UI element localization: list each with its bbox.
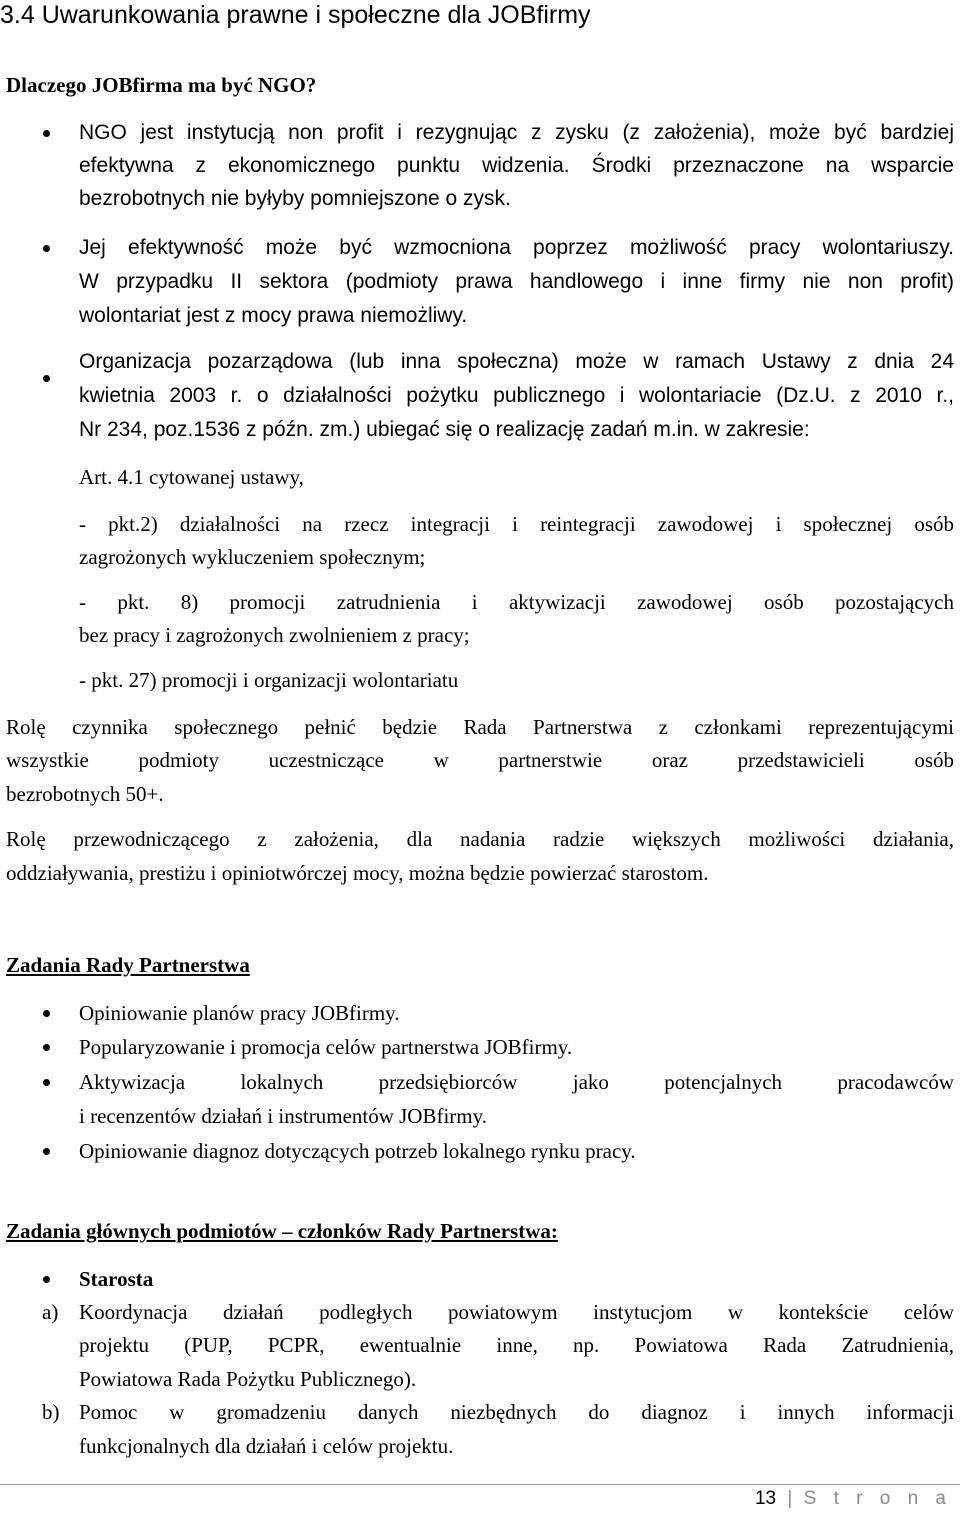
- ngo-bullet-3-line-3: Nr 234, poz.1536 z późn. zm.) ubiegać się o realizację zadań m.in. w zakresie:: [79, 418, 810, 441]
- task-2: Popularyzowanie i promocja celów partnerstwa JOBfirmy.: [79, 1035, 573, 1059]
- bullet-dot-icon: [43, 245, 50, 252]
- members-heading: Zadania głównych podmiotów – członków Rady Partnerstwa:: [6, 1219, 558, 1243]
- para-2-line-1: Rolę przewodniczącego z założenia, dla nadania radzie większych możliwości działania,: [6, 827, 954, 851]
- ngo-bullet-1-line-3: bezrobotnych nie byłyby pomniejszone o zysk.: [79, 187, 511, 210]
- bullet-dot-icon: [43, 1148, 50, 1155]
- item-a-line-2: projektu (PUP, PCPR, ewentualnie inne, np. Powiatowa Rada Zatrudnienia,: [79, 1333, 954, 1357]
- item-a-line-3: Powiatowa Rada Pożytku Publicznego).: [79, 1367, 417, 1391]
- item-b-marker: b): [42, 1400, 60, 1424]
- bullet-dot-icon: [43, 375, 50, 382]
- footer-divider: [0, 1484, 960, 1485]
- bullet-dot-icon: [43, 1010, 50, 1017]
- bullet-dot-icon: [43, 1276, 50, 1283]
- ngo-bullet-1-line-2: efektywna z ekonomicznego punktu widzenia. Środki przeznaczone na wsparcie: [79, 154, 954, 177]
- item-a-marker: a): [42, 1300, 59, 1324]
- section-heading: 3.4 Uwarunkowania prawne i społeczne dla JOBfirmy: [0, 1, 591, 29]
- pkt-8-line-2: bez pracy i zagrożonych zwolnieniem z pracy;: [79, 623, 470, 647]
- page-footer: [755, 1488, 952, 1510]
- ngo-bullet-2-line-2: W przypadku II sektora (podmioty prawa handlowego i inne firmy nie non profit): [79, 270, 954, 293]
- pkt-27: - pkt. 27) promocji i organizacji wolontariatu: [79, 668, 459, 692]
- pkt-2-line-1: - pkt.2) działalności na rzecz integracji i reintegracji zawodowej i społecznej osób: [79, 512, 954, 536]
- pkt-8-line-1: - pkt. 8) promocji zatrudnienia i aktywizacji zawodowej osób pozostających: [79, 590, 954, 614]
- bullet-dot-icon: [43, 1044, 50, 1051]
- footer-separator: |: [787, 1488, 793, 1509]
- task-3-line-1: Aktywizacja lokalnych przedsiębiorców jako potencjalnych pracodawców: [79, 1070, 954, 1094]
- task-4: Opiniowanie diagnoz dotyczących potrzeb lokalnego rynku pracy.: [79, 1139, 636, 1163]
- page-word: S t r o n a: [803, 1488, 952, 1509]
- pkt-2-line-2: zagrożonych wykluczeniem społecznym;: [79, 545, 426, 569]
- item-a-line-1: Koordynacja działań podległych powiatowym instytucjom w kontekście celów: [79, 1300, 954, 1324]
- ngo-bullet-2-line-1: Jej efektywność może być wzmocniona poprzez możliwość pracy wolontariuszy.: [79, 236, 954, 259]
- article-reference: Art. 4.1 cytowanej ustawy,: [79, 465, 304, 489]
- tasks-heading: Zadania Rady Partnerstwa: [6, 953, 250, 977]
- item-b-line-2: funkcjonalnych dla działań i celów projektu.: [79, 1434, 454, 1458]
- ngo-bullet-1-line-1: NGO jest instytucją non profit i rezygnując z zysku (z założenia), może być bardziej: [79, 121, 954, 144]
- ngo-bullet-3-line-1: Organizacja pozarządowa (lub inna społeczna) może w ramach Ustawy z dnia 24: [79, 350, 954, 373]
- ngo-bullet-3-line-2: kwietnia 2003 r. o działalności pożytku publicznego i wolontariacie (Dz.U. z 2010 r.,: [79, 384, 954, 407]
- para-1-line-1: Rolę czynnika społecznego pełnić będzie Rada Partnerstwa z członkami reprezentującymi: [6, 715, 954, 739]
- bullet-dot-icon: [43, 1079, 50, 1086]
- item-b-line-1: Pomoc w gromadzeniu danych niezbędnych do diagnoz i innych informacji: [79, 1400, 954, 1424]
- task-3-line-2: i recenzentów działań i instrumentów JOBfirmy.: [79, 1104, 488, 1128]
- ngo-bullet-2-line-3: wolontariat jest z mocy prawa niemożliwy.: [79, 304, 468, 327]
- question-heading: Dlaczego JOBfirma ma być NGO?: [6, 73, 317, 97]
- task-1: Opiniowanie planów pracy JOBfirmy.: [79, 1001, 400, 1025]
- para-2-line-2: oddziaływania, prestiżu i opiniotwórczej mocy, można będzie powierzać starostom.: [6, 861, 709, 885]
- para-1-line-3: bezrobotnych 50+.: [6, 782, 164, 806]
- starosta-label: Starosta: [79, 1267, 154, 1291]
- bullet-dot-icon: [43, 130, 50, 137]
- page-number: 13: [754, 1488, 777, 1509]
- para-1-line-2: wszystkie podmioty uczestniczące w partnerstwie oraz przedstawicieli osób: [6, 748, 954, 772]
